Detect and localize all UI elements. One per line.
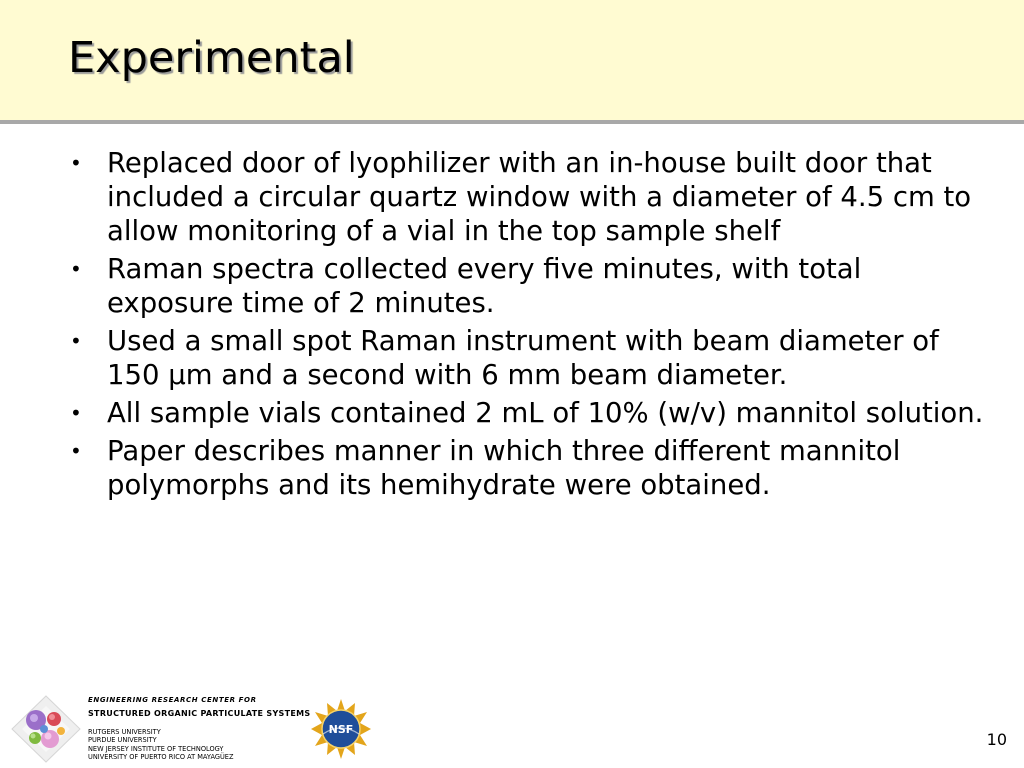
bullet-item xyxy=(64,324,984,392)
university-name: UNIVERSITY OF PUERTO RICO AT MAYAGÜEZ xyxy=(88,753,234,762)
bullet-item xyxy=(64,434,984,502)
slide-title: Experimental xyxy=(68,33,355,83)
nsf-logo-icon xyxy=(310,698,372,760)
slide-footer xyxy=(0,690,1024,768)
university-name: NEW JERSEY INSTITUTE OF TECHNOLOGY xyxy=(88,744,224,753)
bullet-marker: • xyxy=(70,439,82,463)
bullet-text: Used a small spot Raman instrument with beam diameter of 150 µm and a second with 6 mm beam diameter. xyxy=(107,325,939,391)
bullet-item xyxy=(64,252,984,320)
erc-sops-wordmark xyxy=(88,696,311,762)
nsf-logo-text: NSF xyxy=(328,723,354,736)
center-name: ENGINEERING RESEARCH CENTER FOR xyxy=(88,696,257,704)
bullet-text: Raman spectra collected every five minutes, with total exposure time of 2 minutes. xyxy=(107,253,862,319)
bullet-text: All sample vials contained 2 mL of 10% (w/v) mannitol solution. xyxy=(107,397,984,429)
university-name: RUTGERS UNIVERSITY xyxy=(88,728,161,736)
bullet-marker: • xyxy=(70,329,82,353)
title-banner xyxy=(0,0,1024,120)
title-divider xyxy=(0,120,1024,124)
university-list xyxy=(88,728,308,762)
program-name: STRUCTURED ORGANIC PARTICULATE SYSTEMS xyxy=(88,709,311,718)
bullet-text: Replaced door of lyophilizer with an in-house built door that included a circular quartz window with a diameter of 4.5 cm to allow monitoring of a vial in the top sample shelf xyxy=(107,147,972,247)
bullet-marker: • xyxy=(70,401,82,425)
bullet-item xyxy=(64,146,984,248)
bullet-text: Paper describes manner in which three different mannitol polymorphs and its hemihydrate were obtained. xyxy=(107,435,901,501)
molecule-logo-icon xyxy=(10,694,82,764)
bullet-list xyxy=(64,146,984,506)
bullet-marker: • xyxy=(70,257,82,281)
university-name: PURDUE UNIVERSITY xyxy=(88,736,157,745)
page-number: 10 xyxy=(986,730,1007,749)
bullet-marker: • xyxy=(70,151,82,175)
bullet-item xyxy=(64,396,984,430)
